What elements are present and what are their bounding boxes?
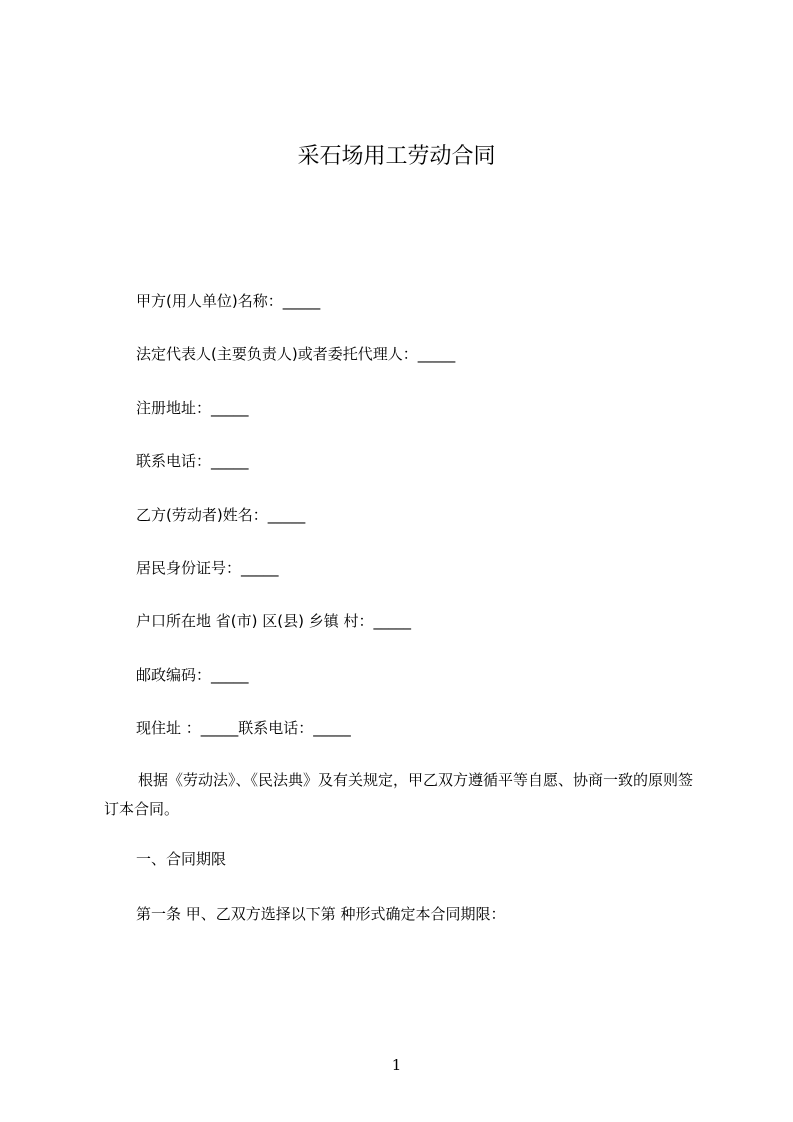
field-household-registration: 户口所在地 省(市) 区(县) 乡镇 村：_____ <box>136 612 411 630</box>
field-legal-representative: 法定代表人(主要负责人)或者委托代理人：_____ <box>136 345 456 363</box>
document-title: 采石场用工劳动合同 <box>297 144 496 169</box>
page-number: 1 <box>391 1056 402 1074</box>
field-postal-code: 邮政编码：_____ <box>136 666 249 684</box>
section-heading-contract-term: 一、合同期限 <box>136 850 227 868</box>
field-registered-address: 注册地址：_____ <box>136 399 249 417</box>
field-id-number: 居民身份证号：_____ <box>136 559 279 577</box>
intro-paragraph: 根据《劳动法》、《民法典》及有关规定，甲乙双方遵循平等自愿、协商一致的原则签订本合同。 <box>104 771 694 818</box>
article-1: 第一条 甲、乙双方选择以下第 种形式确定本合同期限： <box>136 905 506 923</box>
field-employer-name: 甲方(用人单位)名称：_____ <box>136 292 321 310</box>
field-current-address-phone: 现住址 ：_____联系电话：_____ <box>136 719 351 737</box>
field-employer-phone: 联系电话：_____ <box>136 452 249 470</box>
field-employee-name: 乙方(劳动者)姓名：_____ <box>136 506 306 524</box>
